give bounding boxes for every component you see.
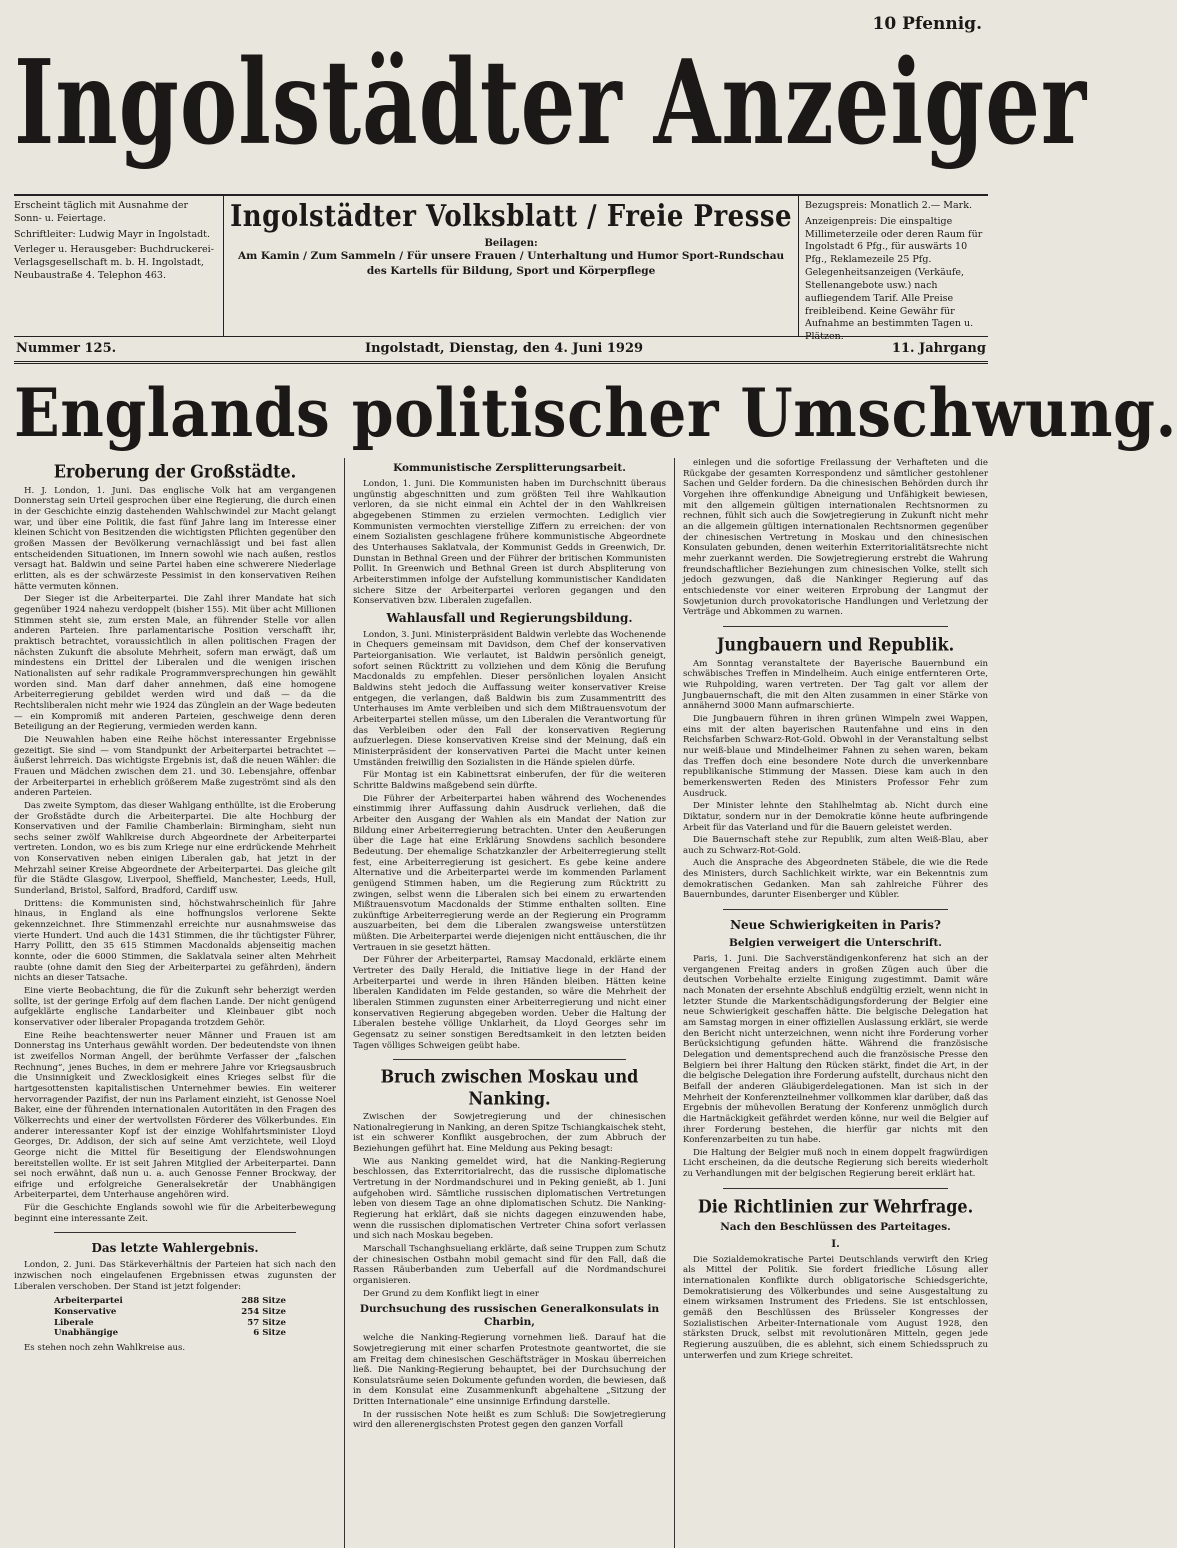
divider (393, 1059, 626, 1060)
paragraph: Die Jungbauern führen in ihren grünen Wimpeln zwei Wappen, eins mit der alten bayerischen Rautenfahne und eins in den Reichsfarben Schwarz-Rot-Gold. Obwohl in der Veranstaltung selbst nur weiß-blaue und Mindelheimer Fahnen zu sehen waren, bekam das Treffen doch eine besondere Note durch die unverkennbare republikanische Stimmung der Massen. Diese kam auch in den bemerkenswerten Reden des Ministers Professor Fehr zum Ausdruck. (683, 713, 988, 799)
paragraph: Für die Geschichte Englands sowohl wie für die Arbeiterbewegung beginnt eine interessante Zeit. (14, 1203, 336, 1224)
party-seats: 254 Sitze (241, 1306, 286, 1317)
paragraph: Am Sonntag veranstaltete der Bayerische Bauernbund ein schwäbisches Treffen in Mindelheim. Auch einige entfernteren Orte, wie Ruhpolding, waren vertreten. Der Tag galt vor allem der Jungbauernschaft, die mit den Alten zusammen in einer Stärke von annähernd 3000 Mann aufmarschierte. (683, 658, 988, 712)
paragraph: einlegen und die sofortige Freilassung der Verhafteten und die Rückgabe der gesamten Korrespondenz und sämtlicher gestohlener Sachen und Gelder fordern. Da die chinesischen Behörden durch ihr Vorgehen ihre offenkundige Abneigung und Unfähigkeit bewiesen, mit den allgemein gültigen internationalen Rechtsnormen zu rechnen, fühlt sich auch die Sowjetregierung in Zukunft nicht mehr an die allgemein gültigen internationalen Rechtsnormen gegenüber der chinesischen Vertretung in Moskau und den chinesischen Konsulaten gebunden, denen weiterhin Exterritorialitätsrechte nicht mehr zuerkannt werden. Die Sowjetregierung erstrebt die Wahrung freundschaftlicher Beziehungen zum chinesischen Volke, stellt sich jedoch gezwungen, daß die Nankinger Regierung auf das entschiedenste vor einer weiteren Erprobung der Langmut der Sowjetunion durch provokatorische Handlungen und Verletzung der Verträge und Abkommen zu warnen. (683, 458, 988, 618)
paragraph: London, 2. Juni. Das Stärkeverhältnis der Parteien hat sich nach den inzwischen noch eingelaufenen Ergebnissen etwas zugunsten der Liberalen verschoben. Der Stand ist jetzt folgender: (14, 1260, 336, 1292)
columns (14, 458, 988, 1548)
results-row (14, 1328, 336, 1339)
party-name: Unabhängige (54, 1328, 119, 1339)
paragraph: Auch die Ansprache des Abgeordneten Stäbele, die wie die Rede des Ministers, durch Sachlichkeit wirkte, war ein Bekenntnis zum demokratischen Gedanken. Man sah zahlreiche Führer des Bauernbundes, darunter Eisenberger und Kübler. (683, 858, 988, 901)
article-heading: Eroberung der Großstädte. (53, 461, 297, 482)
issue-number: Nummer 125. (16, 341, 117, 356)
paragraph: Drittens: die Kommunisten sind, höchstwahrscheinlich für Jahre hinaus, in England als eine hoffnungslos verlorene Sekte gekennzeichnet. Ihre Stimmenzahl erreichte nur ausnahmsweise das vierte Hundert. Und auch die 1431 Stimmen, die ihr tüchtigster Führer, Harry Pollitt, den 35 615 Stimmen Macdonalds abjenseitig machen konnte, oder die 6000 Stimmen, die Saklatvala seiner alten Mehrheit raubte (ohne damit den Sieg der Arbeiterpartei zu gefährden), ändern nichts an dieser Tatsache. (14, 898, 336, 984)
header-right-line: Anzeigenpreis: Die einspaltige Millimeterzeile oder deren Raum für Ingolstadt 6 Pfg., für auswärts 10 Pfg., Reklamezeile 25 Pfg. Gelegenheitsanzeigen (Verkäufe, Stellenangebote usw.) nach aufliegendem Tarif. Alle Preise freibleibend. Keine Gewähr für Aufnahme an bestimmten Tagen u. Plätzen. (805, 215, 983, 343)
paragraph: Es stehen noch zehn Wahlkreise aus. (24, 1342, 186, 1353)
paragraph: Der Sieger ist die Arbeiterpartei. Die Zahl ihrer Mandate hat sich gegenüber 1924 nahezu verdoppelt (bisher 155). Mit über acht Millionen Stimmen steht sie, zum ersten Male, an führender Stelle vor allen anderen Parteien. Ihre parlamentarische Position verschafft ihr, praktisch betrachtet, voraussichtlich in allen politischen Fragen der nächsten Zukunft die absolute Mehrheit, sofern man erwägt, daß um mindestens ein Drittel der Liberalen und die wenigen irischen Nationalisten auf sehr radikale Programmversprechungen hin gewählt worden sind. Man darf daher annehmen, daß eine homogene Arbeiterregierung gebildet werden wird und daß — da die Rechtsliberalen nicht mehr wie 1924 das Zünglein an der Wage bedeuten — ein Kompromiß mit anderen Parteien, geschweige denn deren Beteiligung an der Regierung, vermieden werden kann. (14, 594, 336, 733)
results-row (14, 1296, 336, 1307)
party-seats: 288 Sitze (241, 1296, 286, 1307)
paragraph: Die Bauernschaft stehe zur Republik, zum alten Weiß-Blau, aber auch zu Schwarz-Rot-Gold. (683, 835, 988, 856)
paragraph: H. J. London, 1. Juni. Das englische Volk hat am vergangenen Donnerstag sein Urteil gesprochen über eine Regierung, die durch einen in der Geschichte einzig dastehenden Wahlschwindel zur Macht gelangt war, und über eine Politik, die fast fünf Jahre lang im Interesse einer kleinen Schicht von Besitzenden die wichtigsten Pflichten gegenüber den großen Massen der Bevölkerung vernachlässigt und bei fast allen entscheidenden Situationen, im Innern sowohl wie nach außen, restlos versagt hat. Baldwin und seine Partei haben eine schwerere Niederlage erlitten, als es der schwärzeste Pessimist in den konservativen Reihen hätte vermuten können. (14, 485, 336, 592)
price: 10 Pfennig. (872, 14, 982, 34)
paragraph: Der Grund zu dem Konflikt liegt in einer (363, 1288, 539, 1299)
header-band (14, 194, 988, 343)
party-name: Liberale (54, 1317, 94, 1328)
article-heading: Neue Schwierigkeiten in Paris? (730, 918, 941, 933)
beilagen-list: Am Kamin / Zum Sammeln / Für unsere Frauen / Unterhaltung und Humor Sport-Rundschau des Kartells für Bildung, Sport und Körperpflege (237, 250, 785, 278)
header-right (799, 196, 988, 343)
paragraph: Wie aus Nanking gemeldet wird, hat die Nanking-Regierung beschlossen, das Exterritorialrecht, das die russische diplomatische Vertretung in der Nordmandschurei und in Peking genießt, ab 1. Juni aufgehoben wird. Sämtliche russischen diplomatischen Vertretungen leben von diesem Tage an ohne diplomatischen Schutz. Die Nanking-Regierung hat erklärt, daß sie nichts dagegen einzuwenden habe, wenn die russischen diplomatischen Vertreter China sofort verlassen und sich nach Moskau begeben. (353, 1156, 666, 1242)
paragraph: welche die Nanking-Regierung vornehmen ließ. Darauf hat die Sowjetregierung mit einer scharfen Protestnote geantwortet, die sie am Freitag dem chinesischen Geschäftsträger in Moskau überreichen ließ. Die Nanking-Regierung behauptet, bei der Durchsuchung der Konsulatsräume seien Dokumente gefunden worden, die bewiesen, daß in dem Konsulat eine Zusammenkunft abgehaltene „Sitzung der Dritten Internationale“ eine unsinnige Erfindung darstelle. (353, 1333, 666, 1408)
divider (723, 1188, 948, 1189)
paragraph: London, 3. Juni. Ministerpräsident Baldwin verlebte das Wochenende in Chequers gemeinsam mit Davidson, dem Chef der konservativen Parteiorganisation. Wie verlautet, ist Baldwin persönlich geneigt, sofort seinen Rücktritt zu vollziehen und dem König die Berufung Macdonalds zu empfehlen. Dieser persönlichen loyalen Ansicht Baldwins steht jedoch die Auffassung weiter konservativer Kreise entgegen, die verlangen, daß Baldwin bis zum Zusammentritt des Unterhauses im Amte verbleiben und sich dem Mißtrauensvotum der Arbeiterpartei stellen müsse, um den Liberalen die Verantwortung für das Verbleiben oder den Fall der konservativen Regierung aufzuerlegen. Diese konservativen Kreise sind der Meinung, daß ein Ministerpräsident der konservativen Partei die Macht unter keinen Umständen freiwillig den Sozialisten in die Hände spielen dürfe. (353, 629, 666, 768)
header-left (14, 196, 223, 336)
party-name: Arbeiterpartei (54, 1296, 123, 1307)
paragraph: Die Sozialdemokratische Partei Deutschlands verwirft den Krieg als Mittel der Politik. Sie fordert friedliche Lösung aller internationalen Konflikte durch obligatorische Schiedsgerichte, Demokratisierung des Völkerbundes und seine Ausgestaltung zu einem wirksamen Instrument des Friedens. Sie ist entschlossen, gemäß den Beschlüssen des Brüsseler Kongresses der Sozialistischen Arbeiter-Internationale vom August 1928, den stärksten Druck, selbst mit revolutionären Mitteln, gegen jede Regierung auszuüben, die es ablehnt, sich einem Schiedsspruch zu unterwerfen und zum Kriege schreitet. (683, 1254, 988, 1361)
paragraph: Marschall Tschanghsueliang erklärte, daß seine Truppen zum Schutz der chinesischen Ostbahn mobil gemacht sind für den Fall, daß die Rassen Räuberbanden zum Ueberfall auf die Nordmandschurei organisieren. (353, 1243, 666, 1286)
section-number: I. (831, 1237, 840, 1250)
article-heading: Kommunistische Zersplitterungsarbeit. (393, 462, 626, 474)
beilagen-title: Beilagen: (484, 238, 538, 249)
divider (723, 626, 948, 627)
article-subheading: Durchsuchung des russischen Generalkonsulats in Charbin, (359, 1303, 660, 1329)
paragraph: Die Führer der Arbeiterpartei haben während des Wochenendes einstimmig ihrer Auffassung dahin Ausdruck verliehen, daß die Arbeiter den Ausgang der Wahlen als ein Mandat der Nation zur Bildung einer Arbeiterregierung betrachten. Unter den Aeußerungen über die Lage hat eine Erklärung Snowdens sachlich besondere Bedeutung. Der ehemalige Schatzkanzler der Arbeiterregierung stellt fest, eine Arbeiterregierung ist gesichert. Es gebe keine andere Alternative und die Arbeiterpartei werde im kommenden Parlament genügend Stimmen haben, um die Regierung zum Rücktritt zu zwingen, selbst wenn die Liberalen sich bei einem zu erwartenden Mißtrauensvotum Macdonalds der Stimme enthalten sollten. Eine zukünftige Arbeiterregierung werde an der Regierung ein Programm auszuarbeiten, bei dem die Liberalen zwangsweise unterstützen müßten. Die Arbeiterpartei werde diejenigen nicht enttäuschen, die ihr Vertrauen in sie gesetzt hätten. (353, 793, 666, 953)
article-heading: Jungbauern und Republik. (716, 633, 955, 655)
article-heading: Das letzte Wahlergebnis. (91, 1241, 259, 1256)
paragraph: Eine Reihe beachtenswerter neuer Männer und Frauen ist am Donnerstag ins Unterhaus gewählt worden. Der bedeutendste von ihnen ist zweifellos Norman Angell, der berühmte Verfasser der „falschen Rechnung“, jenes Buches, in dem er mehrere Jahre vor Kriegsausbruch die Unsinnigkeit und Zwecklosigkeit eines Krieges selbst für die hartgesottensten kapitalistischen Unternehmer bewies. Ein weiterer hervorragender Pazifist, der nun ins Parlament einzieht, ist Genosse Noel Baker, eine der führenden internationalen Autoritäten in den Fragen des Völkerrechts und einer der wertvollsten Förderer des Völkerbundes. Ein anderer interessanter Kopf ist der einzige Wohlfahrtsminister Lloyd Georges, Dr. Addison, der sich auf seine Amt verzichtete, weil Lloyd George nicht die Mittel für Beseitigung der Elendswohnungen bereitstellen wollte. Er ist seit Jahren Mitglied der Arbeiterpartei. Dann sei noch erwähnt, daß nun u. a. auch Genosse Fenner Brockway, der eifrige und erfolgreiche Generalsekretär der Unabhängigen Arbeiterpartei, dem Unterhause angehören wird. (14, 1030, 336, 1201)
article-heading: Die Richtlinien zur Wehrfrage. (697, 1195, 974, 1217)
header-right-line: Bezugspreis: Monatlich 2.— Mark. (805, 200, 972, 211)
header-left-line: Verleger u. Herausgeber: Buchdruckerei-Verlagsgesellschaft m. b. H. Ingolstadt, Neubaustraße 4. Telephon 463. (14, 244, 214, 282)
paragraph: Die Haltung der Belgier muß noch in einem doppelt fragwürdigen Licht erscheinen, da die deutsche Regierung sich bereits wiederholt zu Verhandlungen mit der belgischen Regierung bereit erklärt hat. (683, 1147, 988, 1180)
divider (54, 1232, 296, 1233)
column-3 (674, 458, 988, 1548)
paragraph: Paris, 1. Juni. Die Sachverständigenkonferenz hat sich an der vergangenen Freitag anders in großen Zügen auch über die deutschen Vorbehalte erzielte Einigung zugestimmt. Damit wäre nach Monaten der ersehnte Abschluß endgültig erzielt, wenn nicht in letzter Stunde die Markentschädigungsforderung der Belgier eine neue Schwierigkeit geschaffen hätte. Die belgische Delegation hat am Samstag morgen in einer offiziellen Auslassung erklärt, sie werde den Bericht nicht unterzeichnen, wenn nicht ihre Forderung vorher Berücksichtigung gefunden hätte. Während die französische Delegation und dementsprechend auch die französische Presse den Belgiern bei ihrer Haltung den Rücken stärkt, findet die Art, in der die belgische Delegation ihre Forderung aufstellt, durchaus nicht den Beifall der anderen Gläubigerdelegationen. Man ist sich in der Mehrheit der Konferenzteilnehmer vollkommen klar darüber, daß das Ergebnis der mühevollen Beratung der Konferenz unmöglich durch die Hartnäckigkeit gefährdet werden könne, nur weil die Belgier auf ihrer Forderung bestehen, die hierfür gar nichts mit den Konferenzarbeiten zu tun habe. (683, 954, 988, 1146)
paragraph: Der Führer der Arbeiterpartei, Ramsay Macdonald, erklärte einem Vertreter des Daily Herald, die Initiative liege in der Hand der Arbeiterpartei und werde in ihren Händen bleiben. Hätten keine liberalen Kandidaten im Felde gestanden, so wäre die Mehrheit der liberalen Stimmen zugunsten einer Arbeiterregierung und nicht einer konservativen Regierung abgegeben worden. Ueber die Haltung der Liberalen bestehe völlige Unklarheit, da Lloyd Georges sehr im Gegensatz zu seiner sonstigen Beredtsamkeit in den letzten beiden Tagen völliges Schweigen geübt habe. (353, 955, 666, 1051)
paragraph: In der russischen Note heißt es zum Schluß: Die Sowjetregierung wird den allerenergischsten Protest gegen den ganzen Vorfall (353, 1409, 666, 1431)
header-middle (223, 196, 799, 336)
results-table (14, 1296, 336, 1339)
paragraph: Für Montag ist ein Kabinettsrat einberufen, der für die weiteren Schritte Baldwins maßgebend sein dürfte. (353, 770, 666, 791)
paragraph: Die Neuwahlen haben eine Reihe höchst interessanter Ergebnisse gezeitigt. Sie sind — vom Standpunkt der Arbeiterpartei betrachtet — äußerst lehrreich. Das wichtigste Ergebnis ist, daß die neuen Wähler: die Frauen und Mädchen zwischen dem 21. und 30. Lebensjahre, offenbar der Arbeiterpartei in erheblich größerem Maße zugeströmt sind als den anderen Parteien. (14, 734, 336, 799)
column-2 (344, 458, 674, 1548)
column-1 (14, 458, 344, 1548)
paragraph: Der Minister lehnte den Stahlhelmtag ab. Nicht durch eine Diktatur, sondern nur in der Demokratie könne heute aufbringende Arbeit für das Vaterland und für die Bauern geleistet werden. (683, 801, 988, 833)
subtitle: Ingolstädter Volksblatt / Freie Presse (230, 199, 793, 235)
party-name: Konservative (54, 1306, 117, 1317)
issue-date: Ingolstadt, Dienstag, den 4. Juni 1929 (364, 341, 644, 356)
masthead: Ingolstädter Anzeiger (14, 35, 1088, 172)
article-subheading: Nach den Beschlüssen des Parteitages. (720, 1220, 951, 1233)
divider (723, 909, 948, 910)
article-subheading: Belgien verweigert die Unterschrift. (729, 936, 942, 949)
party-seats: 57 Sitze (247, 1317, 286, 1328)
volume-year: 11. Jahrgang (891, 341, 986, 356)
results-row (14, 1318, 336, 1329)
paragraph: London, 1. Juni. Die Kommunisten haben im Durchschnitt überaus ungünstig abgeschnitten und zum größten Teil ihre Wahlkaution verloren, da sie nicht einmal ein Achtel der in den Wahlkreisen abgegebenen Stimmen zu erzielen vermochten. Lediglich vier Kommunisten vermochten vierstellige Ziffern zu erreichen: der von einem Sozialisten geschlagene frühere kommunistische Abgeordnete des Unterhauses Saklatvala, der Kommunist Gedds in Greenwich, Dr. Dunstan in Bethnal Green und der Führer der britischen Kommunisten Pollit. In Greenwich und Bethnal Green ist durch Abspliterung von Arbeiterstimmen infolge der Aufstellung kommunistischer Kandidaten sichere Sitze der Arbeiterpartei verloren gegangen und den Konservativen bzw. Liberalen zugefallen. (353, 479, 666, 607)
paragraph: Zwischen der Sowjetregierung und der chinesischen Nationalregierung in Nanking, an deren Spitze Tschiangkaischek steht, ist ein schwerer Konflikt ausgebrochen, der zum Abbruch der Beziehungen geführt hat. Eine Meldung aus Peking besagt: (353, 1112, 666, 1154)
main-headline: Englands politischer Umschwung. (14, 375, 1177, 453)
article-heading: Wahlausfall und Regierungsbildung. (386, 610, 633, 625)
paragraph: Das zweite Symptom, das dieser Wahlgang enthüllte, ist die Eroberung der Großstädte durch die Arbeiterpartei. Die alte Hochburg der Konservativen und der Familie Chamberlain: Birmingham, sieht nun sechs seiner zwölf Wahlkreise durch Abgeordnete der Arbeiterpartei vertreten. London, wo es bis zum Kriege nur eine erdrückende Mehrheit von Konservativen neben einigen Liberalen gab, hat jetzt in der Mehrzahl seiner Kreise Abgeordnete der Arbeiterpartei. Das gleiche gilt für die Städte Glasgow, Liverpool, Sheffield, Manchester, Leeds, Hull, Sunderland, Bristol, Salford, Bradford, Cardiff usw. (14, 800, 336, 897)
article-heading: Bruch zwischen Moskau und Nanking. (380, 1066, 639, 1110)
header-left-line: Erscheint täglich mit Ausnahme der Sonn- u. Feiertage. (14, 200, 189, 224)
paragraph: Eine vierte Beobachtung, die für die Zukunft sehr beherzigt werden sollte, ist der geringe Erfolg auf dem flachen Lande. Der nicht genügend aufgeklärte englische Landarbeiter und Kleinbauer gibt noch konservativer oder liberaler Propaganda trotzdem Gehör. (14, 986, 336, 1028)
party-seats: 6 Sitze (253, 1328, 286, 1339)
results-row (14, 1307, 336, 1318)
header-left-line: Schriftleiter: Ludwig Mayr in Ingolstadt. (14, 228, 211, 240)
